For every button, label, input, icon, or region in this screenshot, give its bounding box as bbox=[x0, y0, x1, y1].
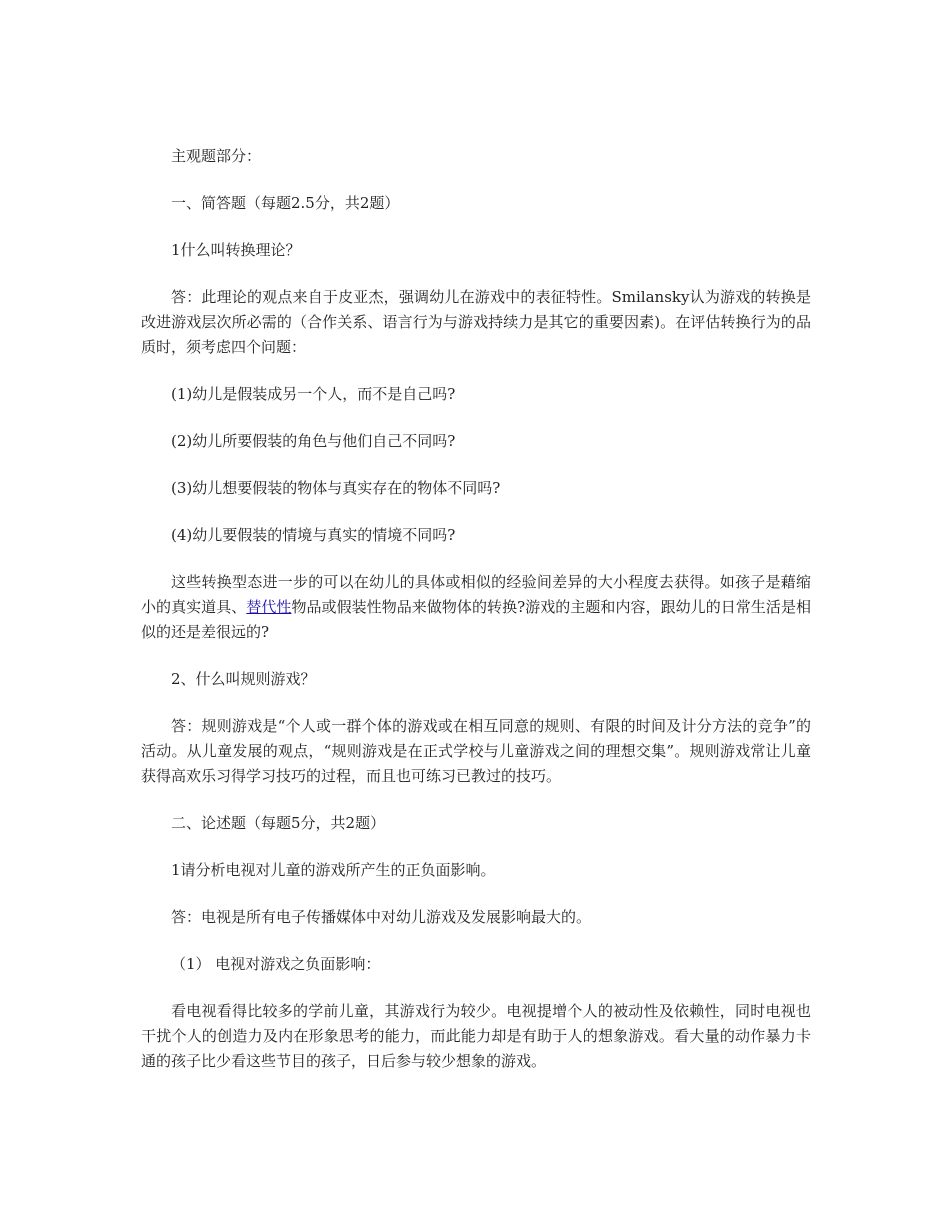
document-body bbox=[141, 144, 811, 1096]
essay-1-subtext: 看电视看得比较多的学前儿童，其游戏行为较少。电视提增个人的被动性及依赖性，同时电视也干扰个人的创造力及内在形象思考的能力，而此能力却是有助于人的想象游戏。看大量的动作暴力卡通的孩子比少看这些节目的孩子，日后参与较少想象的游戏。 bbox=[141, 1002, 811, 1070]
section-short-answer-title: 一、简答题（每题2.5分，共2题） bbox=[171, 194, 400, 212]
essay-1-title: 1请分析电视对儿童的游戏所产生的正负面影响。 bbox=[171, 861, 496, 879]
question-1-title: 1什么叫转换理论？ bbox=[171, 241, 301, 259]
essay-1-subheading: （1） 电视对游戏之负面影响： bbox=[171, 955, 381, 973]
question-1-point-1: (1)幼儿是假装成另一个人，而不是自己吗? bbox=[171, 385, 456, 403]
substitute-link[interactable]: 替代性 bbox=[246, 598, 292, 616]
conclusion-text-before: 这些转换型态进一步的可以在幼儿的具体或相似的经验间差异的大小程度去获得。如孩子是藉缩小的真实道具、 bbox=[141, 573, 811, 616]
question-2-answer: 答：规则游戏是“个人或一群个体的游戏或在相互同意的规则、有限的时间及计分方法的竞争”的活动。从儿童发展的观点，“规则游戏是在正式学校与儿童游戏之间的理想交集”。规则游戏常让儿童获得高欢乐习得学习技巧的过程，而且也可练习已教过的技巧。 bbox=[141, 717, 811, 785]
section-essay-title: 二、论述题（每题5分，共2题） bbox=[171, 814, 386, 832]
question-1-point-2: (2)幼儿所要假装的角色与他们自己不同吗? bbox=[171, 432, 456, 450]
essay-1-answer: 答：电视是所有电子传播媒体中对幼儿游戏及发展影响最大的。 bbox=[171, 908, 592, 926]
question-1-point-4: (4)幼儿要假装的情境与真实的情境不同吗? bbox=[171, 526, 456, 544]
conclusion-text-after: 物品或假装性物品来做物体的转换?游戏的主题和内容，跟幼儿的日常生活是相似的还是差很远的? bbox=[141, 598, 811, 641]
question-1-answer: 答：此理论的观点来自于皮亚杰，强调幼儿在游戏中的表征特性。Smilansky认为游戏的转换是改进游戏层次所必需的（合作关系、语言行为与游戏持续力是其它的重要因素)。在评估转换行为的品质时，须考虑四个问题： bbox=[141, 288, 811, 356]
question-2-title: 2、什么叫规则游戏？ bbox=[171, 670, 316, 688]
question-1-point-3: (3)幼儿想要假装的物体与真实存在的物体不同吗? bbox=[171, 479, 501, 497]
question-1-conclusion bbox=[141, 570, 811, 645]
subjective-heading: 主观题部分： bbox=[171, 147, 262, 165]
